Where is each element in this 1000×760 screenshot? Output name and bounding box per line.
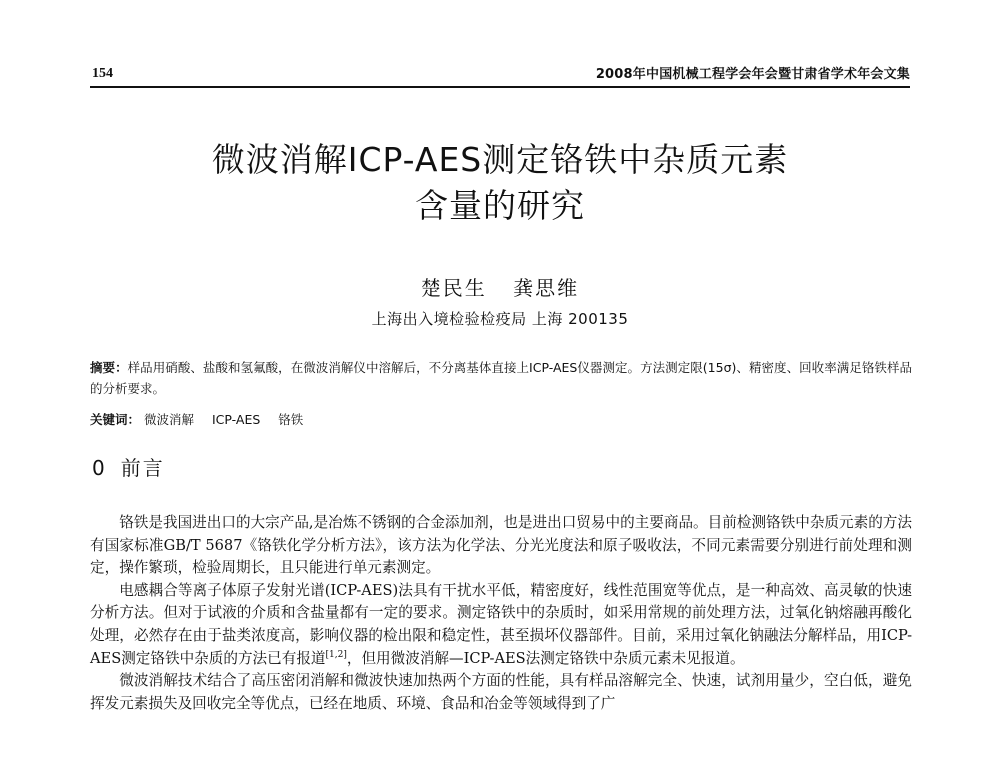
affiliation: 上海出入境检验检疫局 上海 200135 — [371, 310, 629, 328]
keyword-item: ICP-AES — [212, 412, 261, 427]
section-number: 0 — [92, 456, 107, 480]
paragraph-2-tail: ，但用微波消解—ICP-AES法测定铬铁中杂质元素未见报道。 — [346, 649, 745, 667]
keyword-item: 微波消解 — [144, 412, 195, 427]
keywords-label: 关键词： — [90, 412, 141, 427]
paragraph-2-main: 电感耦合等离子体原子发射光谱(ICP-AES)法具有干扰水平低，精密度好，线性范围宽等优点，是一种高效、高灵敏的快速分析方法。但对于试液的介质和含盐量都有一定的要求。测定铬铁中的杂质时，如采用常规的前处理方法，过氧化钠熔融再酸化处理，必然存在由于盐类浓度高，影响仪器的检出限和稳定性，甚至损坏仪器部件。目前，采用过氧化钠融法分解样品，用ICP-AES测定铬铁中杂质的方法已有报道 — [90, 581, 912, 667]
paragraph-1: 铬铁是我国进出口的大宗产品,是冶炼不锈钢的合金添加剂，也是进出口贸易中的主要商品。目前检测铬铁中杂质元素的方法有国家标准GB/T 5687《铬铁化学分析方法》，该方法为化学法、分光光度法和原子吸收法，不同元素需要分别进行前处理和测定，操作繁琐，检验周期长，且只能进行单元素测定。 — [90, 514, 912, 577]
abstract-text: 样品用硝酸、盐酸和氢氟酸，在微波消解仪中溶解后，不分离基体直接上ICP-AES仪器测定。方法测定限(15σ)、精密度、回收率满足铬铁样品的分析要求。 — [90, 360, 912, 396]
paper-title-line-2: 含量的研究 — [415, 186, 585, 225]
section-title: 前言 — [120, 456, 165, 480]
body-text — [90, 512, 912, 715]
keywords — [90, 409, 912, 430]
running-header — [90, 60, 910, 88]
paper-title-line-1: 微波消解ICP-AES测定铬铁中杂质元素 — [211, 140, 789, 179]
section-heading — [92, 452, 165, 481]
keyword-item: 铬铁 — [278, 412, 304, 427]
journal-title: 2008年中国机械工程学会年会暨甘肃省学术年会文集 — [595, 67, 910, 82]
authors: 楚民生 龚思维 — [420, 276, 580, 300]
page-number: 154 — [92, 66, 113, 81]
paragraph-2 — [90, 580, 912, 670]
abstract-label: 摘要： — [90, 360, 128, 375]
citation-ref: [1,2] — [325, 649, 347, 660]
abstract — [90, 357, 912, 399]
paragraph-3: 微波消解技术结合了高压密闭消解和微波快速加热两个方面的性能，具有样品溶解完全、快速，试剂用量少，空白低，避免挥发元素损失及回收完全等优点，已经在地质、环境、食品和冶金等领域得到了广 — [90, 672, 912, 712]
